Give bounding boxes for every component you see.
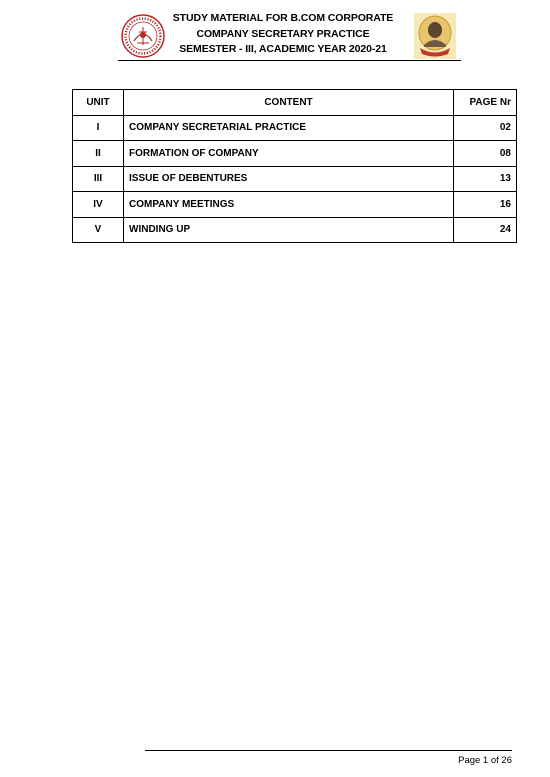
college-seal-logo: [120, 13, 166, 59]
header-divider: [118, 60, 461, 61]
content-cell: ISSUE OF DEBENTURES: [124, 166, 454, 192]
page-header: [118, 10, 458, 62]
page-cell: 16: [454, 192, 517, 218]
page-column-header: PAGE Nr: [454, 90, 517, 116]
page-cell: 13: [454, 166, 517, 192]
table-row: [73, 217, 517, 243]
contents-table: [72, 89, 517, 243]
page-number: Page 1 of 26: [458, 755, 512, 766]
unit-column-header: UNIT: [73, 90, 124, 116]
unit-cell: II: [73, 141, 124, 167]
table-row: [73, 115, 517, 141]
page-cell: 02: [454, 115, 517, 141]
unit-cell: I: [73, 115, 124, 141]
table-row: [73, 141, 517, 167]
unit-cell: IV: [73, 192, 124, 218]
header-line-3: SEMESTER - III, ACADEMIC YEAR 2020-21: [179, 43, 387, 55]
unit-cell: V: [73, 217, 124, 243]
content-cell: COMPANY SECRETARIAL PRACTICE: [124, 115, 454, 141]
table-row: [73, 192, 517, 218]
table-header-row: [73, 90, 517, 116]
table-row: [73, 166, 517, 192]
content-cell: FORMATION OF COMPANY: [124, 141, 454, 167]
content-cell: COMPANY MEETINGS: [124, 192, 454, 218]
content-column-header: CONTENT: [124, 90, 454, 116]
footer-divider: [145, 750, 512, 751]
header-line-1: STUDY MATERIAL FOR B.COM CORPORATE: [172, 12, 394, 24]
content-cell: WINDING UP: [124, 217, 454, 243]
founder-portrait-emblem: [414, 13, 456, 59]
unit-cell: III: [73, 166, 124, 192]
page-cell: 24: [454, 217, 517, 243]
page-cell: 08: [454, 141, 517, 167]
header-line-2: COMPANY SECRETARY PRACTICE: [196, 27, 370, 40]
